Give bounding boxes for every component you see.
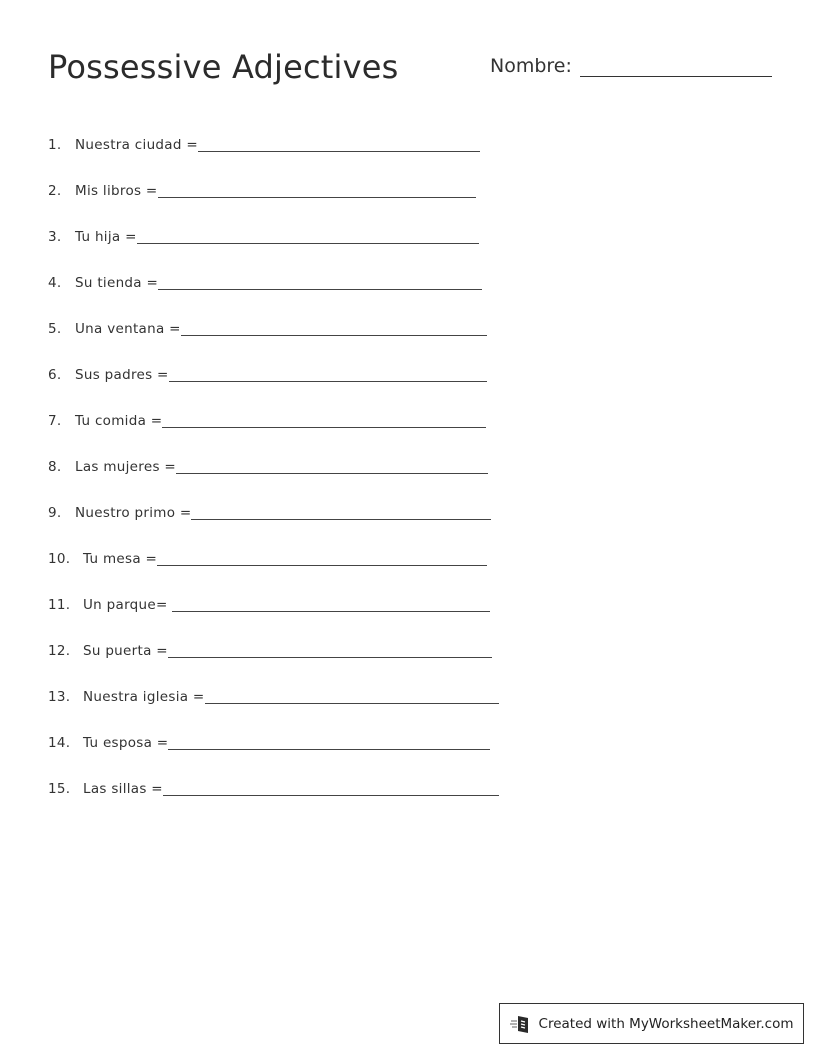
question-prompt: Una ventana = — [75, 321, 181, 337]
question-item — [48, 751, 499, 797]
question-prompt: Mis libros = — [75, 183, 158, 199]
question-number: 1. — [48, 137, 62, 153]
question-number: 3. — [48, 229, 62, 245]
name-blank-line[interactable] — [580, 52, 772, 77]
question-prompt: Nuestra ciudad = — [75, 137, 198, 153]
answer-blank-line[interactable] — [168, 735, 490, 750]
answer-blank-line[interactable] — [168, 643, 492, 658]
answer-blank-line[interactable] — [181, 321, 487, 336]
question-number: 15. — [48, 781, 71, 797]
answer-blank-line[interactable] — [191, 505, 491, 520]
question-prompt: Su tienda = — [75, 275, 159, 291]
question-number: 13. — [48, 689, 71, 705]
question-item — [48, 245, 499, 291]
answer-blank-line[interactable] — [176, 459, 488, 474]
answer-blank-line[interactable] — [162, 413, 486, 428]
answer-blank-line[interactable] — [169, 367, 487, 382]
question-prompt: Tu comida = — [75, 413, 163, 429]
question-prompt: Sus padres = — [75, 367, 169, 383]
answer-blank-line[interactable] — [172, 597, 490, 612]
question-item — [48, 153, 499, 199]
question-item — [48, 705, 499, 751]
question-number: 8. — [48, 459, 62, 475]
question-item — [48, 291, 499, 337]
answer-blank-line[interactable] — [198, 137, 480, 152]
question-item — [48, 383, 499, 429]
question-number: 7. — [48, 413, 62, 429]
question-number: 11. — [48, 597, 71, 613]
question-prompt: Las mujeres = — [75, 459, 176, 475]
name-field-row — [490, 52, 772, 77]
answer-blank-line[interactable] — [163, 781, 499, 796]
question-number: 4. — [48, 275, 62, 291]
question-prompt: Las sillas = — [83, 781, 163, 797]
question-item — [48, 337, 499, 383]
worksheet-maker-logo-icon — [510, 1014, 532, 1034]
question-prompt: Un parque= — [83, 597, 173, 613]
question-number: 12. — [48, 643, 71, 659]
question-number: 10. — [48, 551, 71, 567]
question-item — [48, 135, 499, 153]
page-title: Possessive Adjectives — [48, 48, 399, 86]
question-number: 9. — [48, 505, 62, 521]
question-item — [48, 199, 499, 245]
answer-blank-line[interactable] — [157, 551, 487, 566]
answer-blank-line[interactable] — [158, 183, 476, 198]
question-item — [48, 567, 499, 613]
question-list — [48, 135, 499, 797]
answer-blank-line[interactable] — [205, 689, 499, 704]
answer-blank-line[interactable] — [137, 229, 479, 244]
question-prompt: Su puerta = — [83, 643, 168, 659]
footer-credit-text: Created with MyWorksheetMaker.com — [538, 1015, 794, 1032]
question-item — [48, 521, 499, 567]
question-prompt: Tu mesa = — [83, 551, 158, 567]
footer-credit-box — [499, 1003, 804, 1044]
question-number: 2. — [48, 183, 62, 199]
question-prompt: Tu esposa = — [83, 735, 169, 751]
answer-blank-line[interactable] — [158, 275, 482, 290]
question-prompt: Tu hija = — [75, 229, 137, 245]
question-number: 6. — [48, 367, 62, 383]
question-item — [48, 475, 499, 521]
question-item — [48, 613, 499, 659]
question-prompt: Nuestro primo = — [75, 505, 192, 521]
question-item — [48, 429, 499, 475]
question-item — [48, 659, 499, 705]
question-prompt: Nuestra iglesia = — [83, 689, 205, 705]
name-label: Nombre: — [490, 55, 572, 77]
question-number: 5. — [48, 321, 62, 337]
question-number: 14. — [48, 735, 71, 751]
